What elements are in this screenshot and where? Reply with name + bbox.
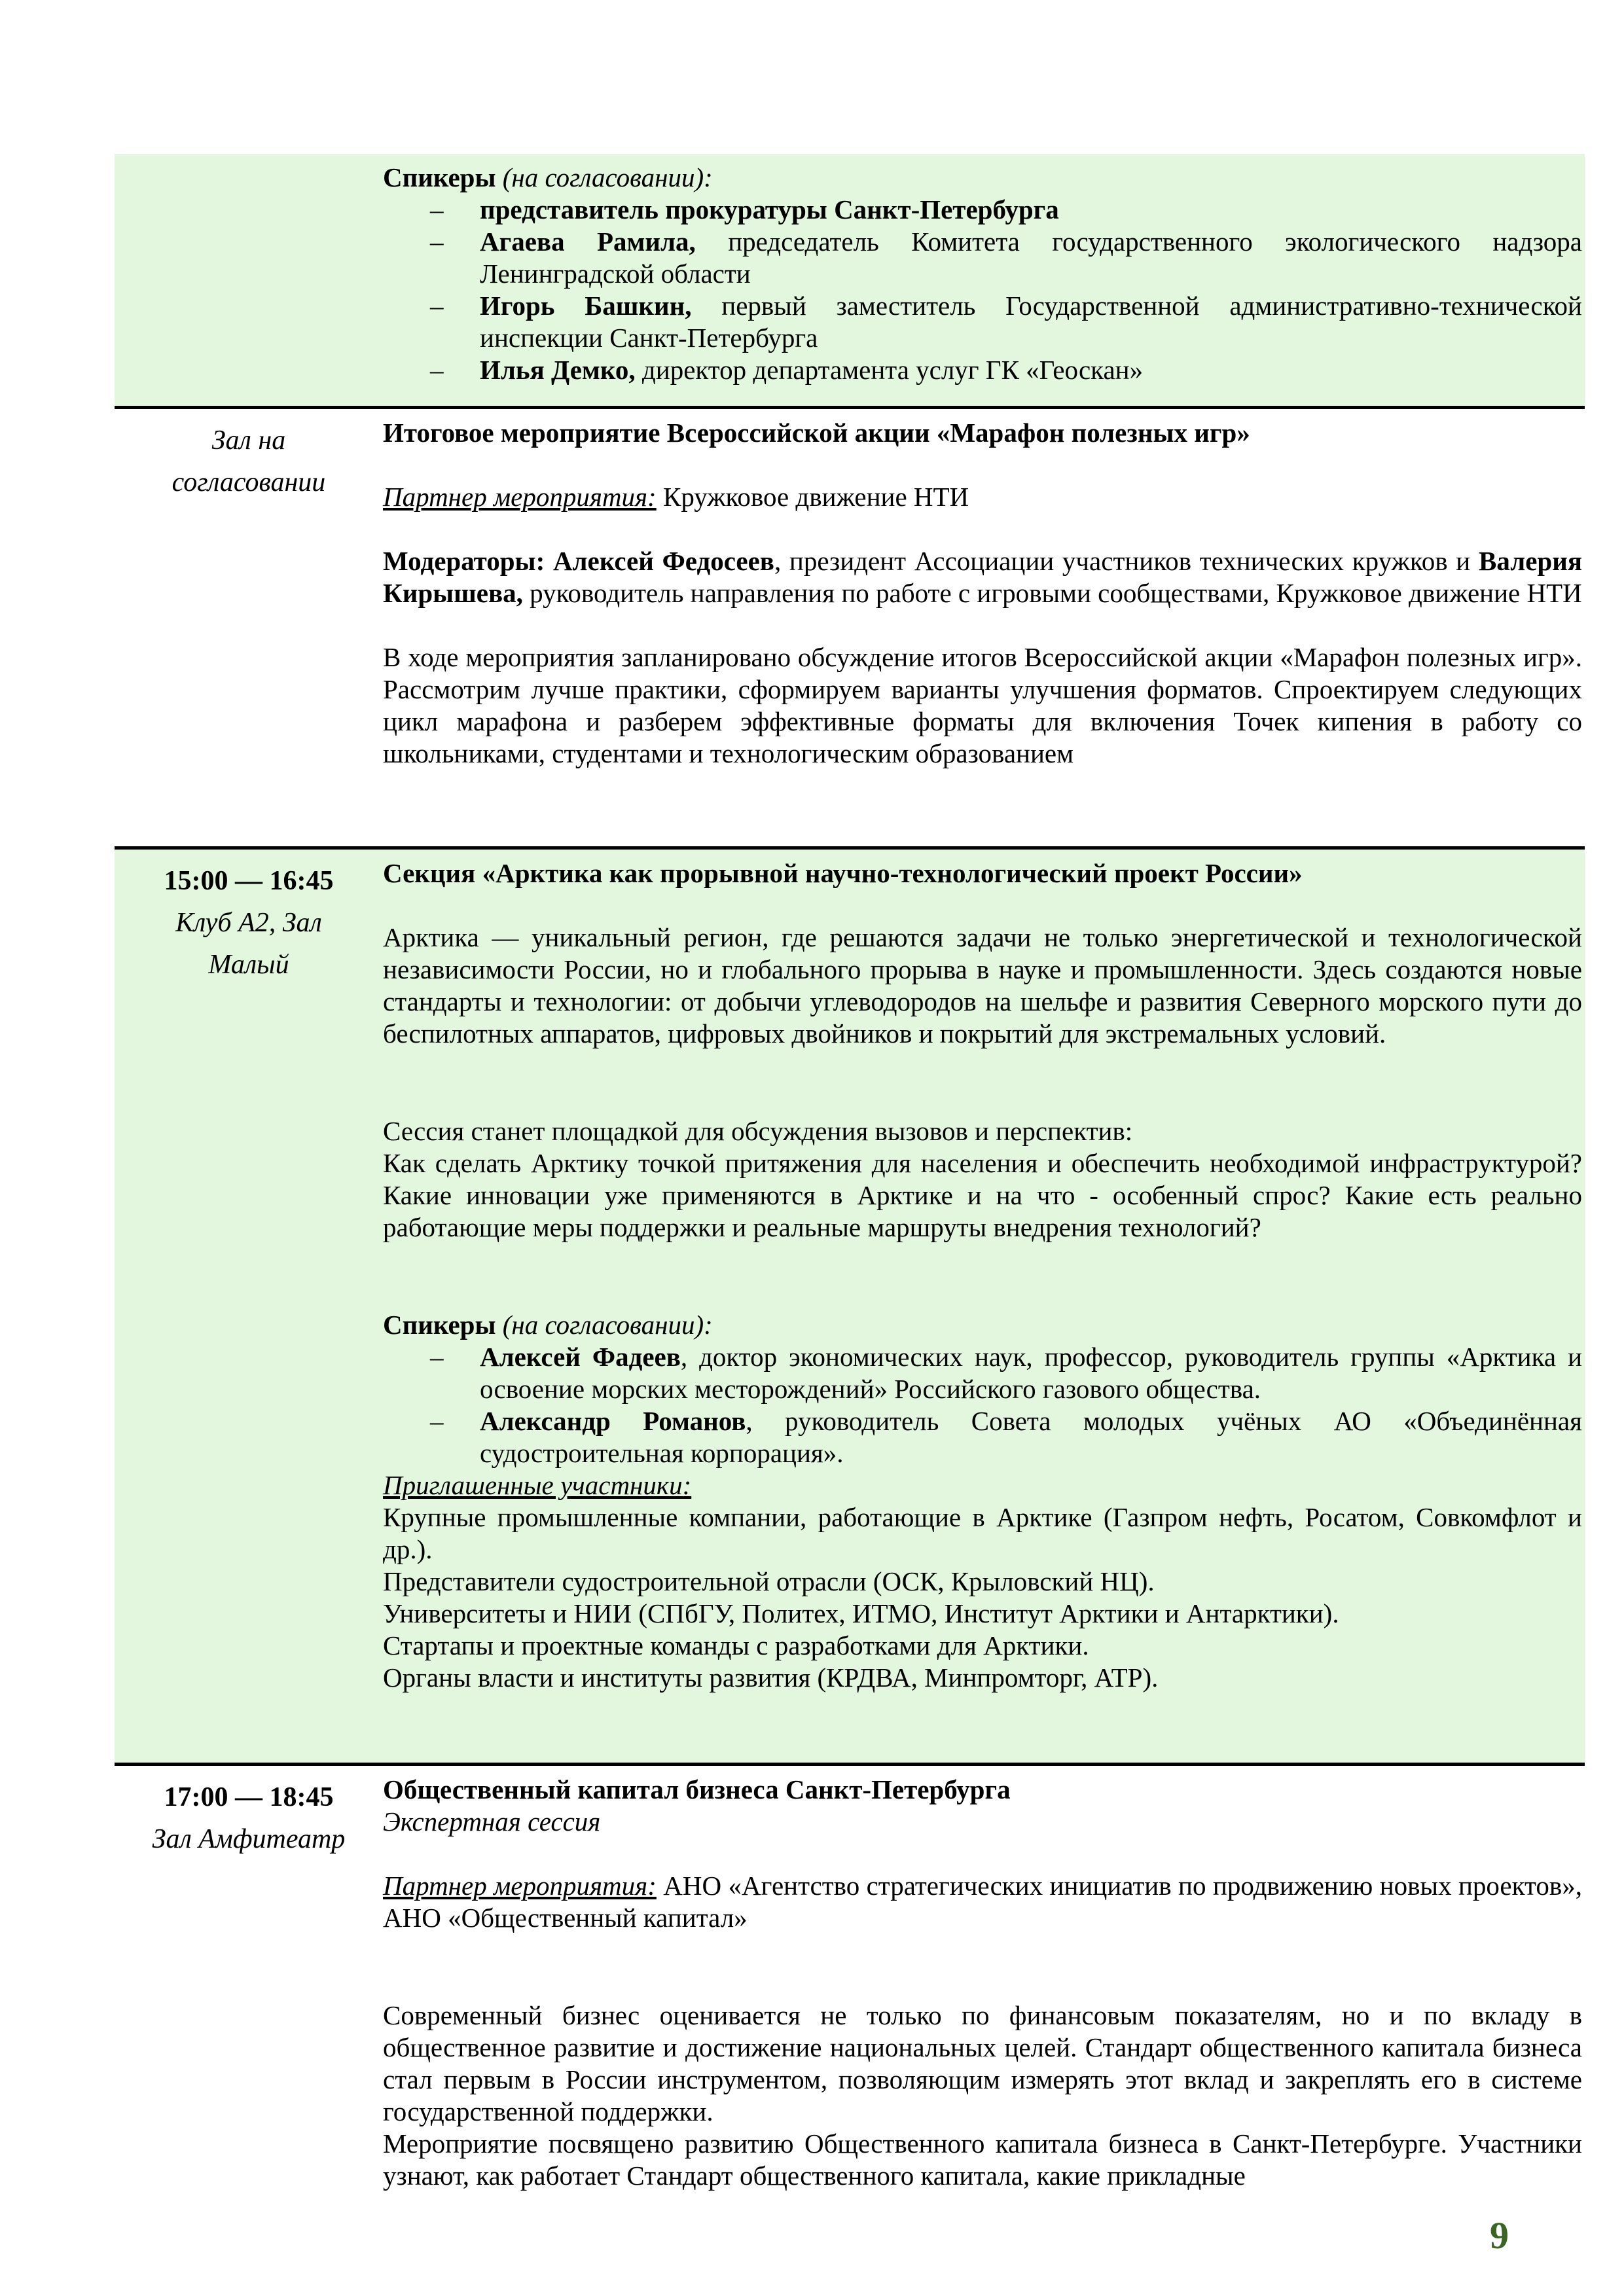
text-segment: директор департамента услуг ГК «Геоскан» xyxy=(635,355,1144,385)
text-segment: Сессия станет площадкой для обсуждения вызовов и перспектив: xyxy=(383,1116,1133,1146)
spacer xyxy=(383,889,1582,922)
list-item xyxy=(383,290,1582,354)
invited-participants-1 xyxy=(383,1501,1582,1566)
text-segment: Приглашенные участники: xyxy=(383,1470,692,1500)
dash-marker: – xyxy=(430,1406,444,1436)
event-cell xyxy=(383,409,1585,846)
list-item-text xyxy=(480,290,1582,354)
text-segment: Кружковое движение НТИ xyxy=(656,482,969,512)
text-segment: представитель прокуратуры Санкт-Петербурга xyxy=(480,194,1059,224)
text-segment: (на согласовании): xyxy=(502,162,713,192)
text-segment: Общественный капитал бизнеса Санкт-Петербурга xyxy=(383,1774,1011,1804)
text-segment: Стартапы и проектные команды с разработками для Арктики. xyxy=(383,1630,1089,1660)
list-item-text xyxy=(480,1341,1582,1405)
text-segment: Партнер мероприятия: xyxy=(383,482,657,512)
list-item-text xyxy=(480,226,1582,290)
text-segment: Органы власти и институты развития (КРДВА, Минпромторг, АТР). xyxy=(383,1662,1159,1693)
text-segment: Алексей Фадеев xyxy=(480,1342,681,1372)
schedule-row xyxy=(115,154,1585,406)
session-intro xyxy=(383,1115,1582,1147)
text-segment: Илья Демко, xyxy=(480,355,636,385)
invited-participants-2 xyxy=(383,1566,1582,1598)
text-segment: В ходе мероприятия запланировано обсуждение итогов Всероссийской акции «Марафон полезных игр». Рассмотрим лучше практики, сформируем варианты улучшения форматов. Спроектируем следующих цикл марафона и разберем эффективные форматы для включения Точек кипения в работу со школьниками, студентами и технологическим образованием xyxy=(383,642,1582,768)
spacer xyxy=(383,1244,1582,1309)
list-item xyxy=(383,194,1582,226)
text-segment: Экспертная сессия xyxy=(383,1806,601,1837)
invited-participants-3 xyxy=(383,1598,1582,1630)
text-segment: Секция «Арктика как прорывной научно-технологический проект России» xyxy=(383,858,1303,888)
speakers-list xyxy=(383,1341,1582,1469)
time-venue-cell xyxy=(115,1766,383,2296)
venue: Клуб А2, Зал xyxy=(175,908,322,938)
event-title xyxy=(383,1774,1582,1806)
text-segment: первый заместитель Государственной административно-технической инспекции Санкт-Петербурга xyxy=(480,291,1582,353)
time-venue-cell xyxy=(115,154,383,406)
schedule-row xyxy=(115,406,1585,846)
text-segment: Крупные промышленные компании, работающие в Арктике (Газпром нефть, Росатом, Совкомфлот и др.). xyxy=(383,1502,1582,1564)
text-segment: Игорь Башкин, xyxy=(480,291,692,321)
event-description xyxy=(383,922,1582,1050)
list-item xyxy=(383,1405,1582,1469)
schedule-row xyxy=(115,1763,1585,2296)
text-segment: Спикеры xyxy=(383,162,503,192)
dash-marker: – xyxy=(430,355,444,385)
moderators xyxy=(383,545,1582,609)
text-segment: Современный бизнес оценивается не только по финансовым показателям, но и по вкладу в общественное развитие и достижение национальных целей. Стандарт общественного капитала бизнеса стал первым в России инструментом, позволяющим измерять этот вклад и закреплять его в системе государственной поддержки. xyxy=(383,2000,1582,2126)
text-segment: (на согласовании): xyxy=(502,1310,713,1340)
list-item-text xyxy=(480,1405,1582,1469)
partner-line xyxy=(383,1870,1582,1934)
list-item xyxy=(383,354,1582,386)
invited-participants-5 xyxy=(383,1662,1582,1694)
text-segment: АНО «Агентство стратегических инициатив по продвижению новых проектов», АНО «Общественный капитал» xyxy=(383,1871,1582,1933)
venue: Малый xyxy=(208,950,289,980)
speakers-label xyxy=(383,1309,1582,1341)
time-range: 17:00 — 18:45 xyxy=(164,1782,334,1812)
text-segment: Как сделать Арктику точкой притяжения для населения и обеспечить необходимой инфраструктурой? Какие инновации уже применяются в Арктике и на что - особенный спрос? Какие есть реально работающие меры поддержки и реальные маршруты внедрения технологий? xyxy=(383,1148,1582,1242)
dash-marker: – xyxy=(430,1342,444,1372)
text-segment: Партнер мероприятия: xyxy=(383,1871,657,1901)
spacer xyxy=(383,449,1582,481)
time-venue-cell xyxy=(115,409,383,846)
spacer xyxy=(383,609,1582,641)
event-description xyxy=(383,641,1582,770)
text-segment: Валерия Кирышева, xyxy=(383,546,1582,608)
dash-marker: – xyxy=(430,291,444,321)
venue: согласовании xyxy=(171,467,326,497)
venue: Зал на xyxy=(211,425,286,456)
text-segment: Мероприятие посвящено развитию Общественного капитала бизнеса в Санкт-Петербурге. Участники узнают, как работает Стандарт общественного капитала, какие прикладные xyxy=(383,2128,1582,2191)
event-cell xyxy=(383,154,1585,406)
dash-marker: – xyxy=(430,194,444,224)
text-segment: Модераторы: Алексей Федосеев xyxy=(383,546,774,576)
text-segment: Университеты и НИИ (СПбГУ, Политех, ИТМО, Институт Арктики и Антарктики). xyxy=(383,1598,1339,1628)
speakers-list xyxy=(383,194,1582,386)
text-segment: председатель Комитета государственного экологического надзора Ленинградской области xyxy=(480,226,1582,289)
event-description-2 xyxy=(383,2128,1582,2192)
invited-participants-label xyxy=(383,1469,1582,1501)
session-questions xyxy=(383,1147,1582,1244)
text-segment: , доктор экономических наук, профессор, руководитель группы «Арктика и освоение морских месторождений» Российского газового общества. xyxy=(480,1342,1583,1404)
list-item-text xyxy=(480,194,1582,226)
event-subtitle xyxy=(383,1806,1582,1838)
event-cell xyxy=(383,1766,1585,2296)
event-cell xyxy=(383,850,1585,1763)
spacer xyxy=(383,1934,1582,2000)
event-description-1 xyxy=(383,2000,1582,2128)
spacer xyxy=(383,1838,1582,1870)
time-range: 15:00 — 16:45 xyxy=(164,866,334,896)
text-segment: Спикеры xyxy=(383,1310,503,1340)
schedule-row xyxy=(115,846,1585,1763)
text-segment: , президент Ассоциации участников технических кружков и xyxy=(774,546,1479,576)
text-segment: , руководитель Совета молодых учёных АО «Объединённая судостроительная корпорация». xyxy=(480,1406,1582,1468)
venue: Зал Амфитеатр xyxy=(152,1824,346,1854)
text-segment: руководитель направления по работе с игровыми сообществами, Кружковое движение НТИ xyxy=(522,578,1582,608)
dash-marker: – xyxy=(430,226,444,257)
event-title xyxy=(383,857,1582,889)
speakers-label xyxy=(383,162,1582,194)
list-item xyxy=(383,1341,1582,1405)
text-segment: Агаева Рамила, xyxy=(480,226,696,257)
schedule-table xyxy=(115,154,1585,2296)
invited-participants-4 xyxy=(383,1630,1582,1662)
spacer xyxy=(383,513,1582,545)
time-venue-cell xyxy=(115,850,383,1763)
spacer xyxy=(383,1050,1582,1115)
text-segment: Арктика — уникальный регион, где решаются задачи не только энергетической и технологической независимости России, но и глобального прорыва в науке и промышленности. Здесь создаются новые стандарты и технологии: от добычи углеводородов на шельфе и развития Северного морского пути до беспилотных аппаратов, цифровых двойников и покрытий для экстремальных условий. xyxy=(383,922,1582,1049)
text-segment: Представители судостроительной отрасли (ОСК, Крыловский НЦ). xyxy=(383,1566,1155,1596)
list-item-text xyxy=(480,354,1582,386)
page-number: 9 xyxy=(1490,2214,1509,2257)
text-segment: Александр Романов xyxy=(480,1406,746,1436)
list-item xyxy=(383,226,1582,290)
partner-line xyxy=(383,481,1582,513)
text-segment: Итоговое мероприятие Всероссийской акции «Марафон полезных игр» xyxy=(383,418,1250,448)
event-title xyxy=(383,417,1582,449)
